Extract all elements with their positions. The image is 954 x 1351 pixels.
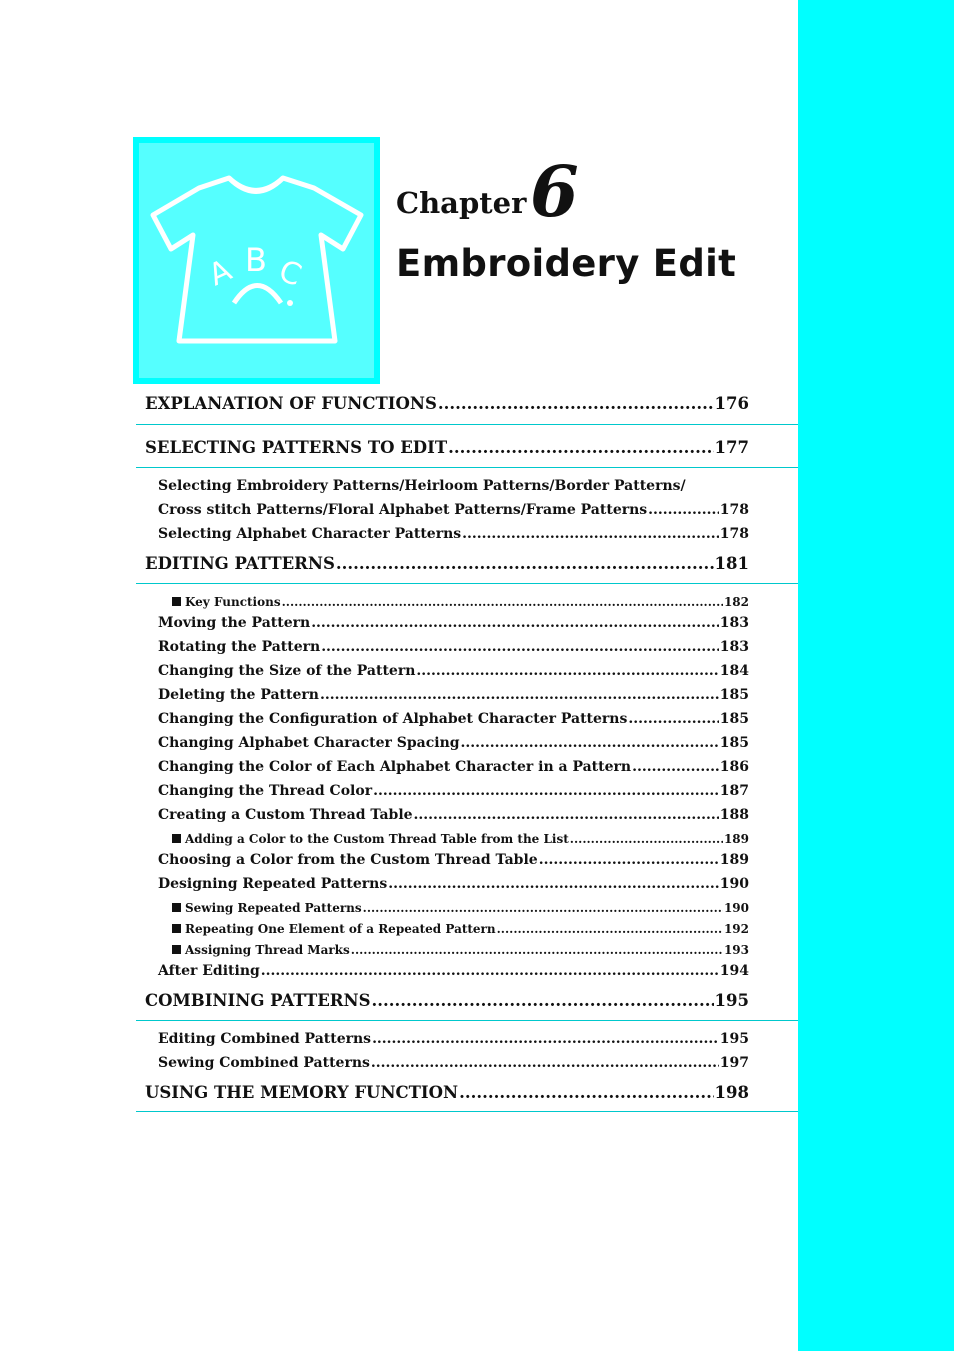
section-divider: [136, 1111, 798, 1112]
toc-entry[interactable]: Changing the Color of Each Alphabet Character in a Pattern ..... 186: [158, 759, 749, 775]
toc-subentry[interactable]: Sewing Repeated Patterns ..... 190: [172, 901, 749, 915]
toc-entry[interactable]: Changing the Size of the Pattern ..... 184: [158, 663, 749, 679]
bullet-icon: [172, 903, 181, 912]
section-divider: [136, 424, 798, 425]
toc-entry-line1[interactable]: Selecting Embroidery Patterns/Heirloom Patterns/Border Patterns/: [158, 478, 686, 494]
chapter-icon-frame: [133, 137, 380, 384]
toc-subentry[interactable]: Repeating One Element of a Repeated Pattern ..... 192: [172, 922, 749, 936]
icon-letter-b: B: [245, 241, 267, 279]
icon-letter-a: A: [203, 252, 237, 294]
toc-entry[interactable]: Choosing a Color from the Custom Thread Table ..... 189: [158, 852, 749, 868]
toc-subentry[interactable]: Key Functions ..... 182: [172, 595, 749, 609]
arc-shape: [234, 286, 281, 304]
bullet-icon: [172, 834, 181, 843]
toc-section-memory[interactable]: USING THE MEMORY FUNCTION ..... 198: [145, 1083, 749, 1102]
toc-entry[interactable]: Changing the Thread Color ..... 187: [158, 783, 749, 799]
toc-section-editing[interactable]: EDITING PATTERNS ..... 181: [145, 554, 749, 573]
tshirt-abc-icon: [139, 143, 374, 378]
toc-entry[interactable]: Deleting the Pattern ..... 185: [158, 687, 749, 703]
chapter-icon-background: [139, 143, 374, 378]
toc-entry[interactable]: Creating a Custom Thread Table ..... 188: [158, 807, 749, 823]
toc-entry[interactable]: Cross stitch Patterns/Floral Alphabet Patterns/Frame Patterns ..... 178: [158, 502, 749, 518]
bullet-icon: [172, 945, 181, 954]
toc-entry[interactable]: Changing Alphabet Character Spacing ..... 185: [158, 735, 749, 751]
chapter-tab-bar: [798, 0, 954, 1351]
chapter-number: 6: [530, 150, 579, 233]
toc-subentry[interactable]: Assigning Thread Marks ..... 193: [172, 943, 749, 957]
toc-entry[interactable]: After Editing ..... 194: [158, 963, 749, 979]
icon-letter-c: C: [274, 253, 306, 294]
bullet-icon: [172, 924, 181, 933]
section-divider: [136, 1020, 798, 1021]
toc-entry[interactable]: Changing the Configuration of Alphabet Character Patterns ..... 185: [158, 711, 749, 727]
toc-section-explanation[interactable]: EXPLANATION OF FUNCTIONS ..... 176: [145, 394, 749, 413]
toc-section-combining[interactable]: COMBINING PATTERNS ..... 195: [145, 991, 749, 1010]
toc-entry[interactable]: Selecting Alphabet Character Patterns ..... 178: [158, 526, 749, 542]
chapter-title: Embroidery Edit: [396, 242, 737, 285]
section-divider: [136, 583, 798, 584]
toc-subentry[interactable]: Adding a Color to the Custom Thread Table from the List ..... 189: [172, 832, 749, 846]
chapter-label: Chapter: [396, 186, 527, 220]
toc-section-selecting[interactable]: SELECTING PATTERNS TO EDIT ..... 177: [145, 438, 749, 457]
bullet-icon: [172, 597, 181, 606]
toc-entry[interactable]: Designing Repeated Patterns ..... 190: [158, 876, 749, 892]
toc-entry[interactable]: Editing Combined Patterns ..... 195: [158, 1031, 749, 1047]
toc-entry[interactable]: Rotating the Pattern ..... 183: [158, 639, 749, 655]
toc-entry[interactable]: Moving the Pattern ..... 183: [158, 615, 749, 631]
toc-entry[interactable]: Sewing Combined Patterns ..... 197: [158, 1055, 749, 1071]
section-divider: [136, 467, 798, 468]
